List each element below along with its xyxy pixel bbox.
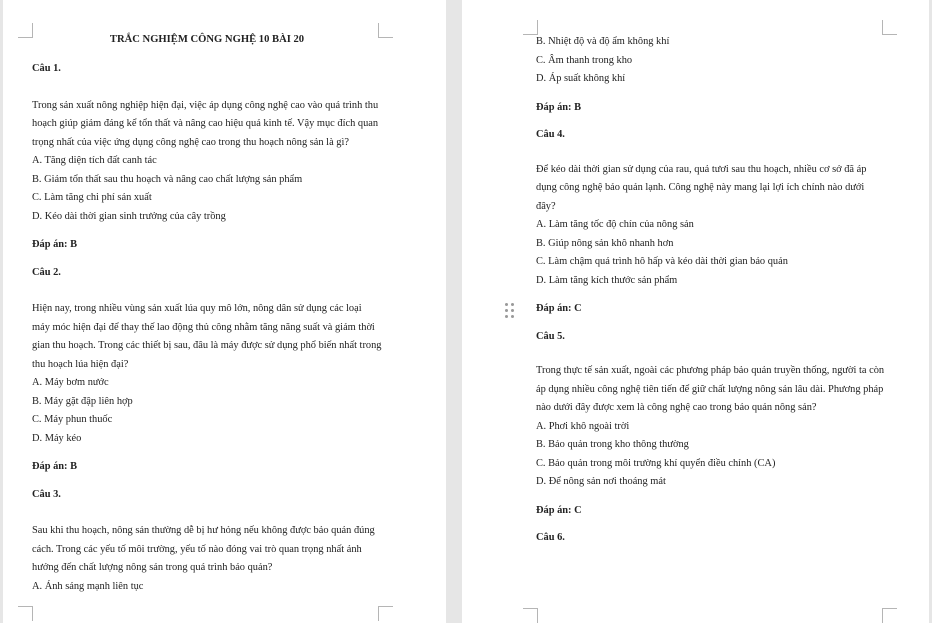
answer-key: Đáp án: C (536, 303, 582, 314)
margin-corner-mark (18, 23, 33, 38)
answer-option: C. Âm thanh trong kho (536, 54, 633, 66)
answer-option: C. Bảo quản trong môi trường khí quyển điều chỉnh (CA) (536, 457, 776, 469)
question-stem: Sau khi thu hoạch, nông sản thường dễ bị hư hỏng nếu không được bảo quản đúng cách. Trong các yếu tố môi trường, yếu tố nào đóng vai trò quan trọng nhất ảnh hưởng đến chất lượng nông sản trong quá trình bảo quản? (32, 525, 375, 573)
question-stem: Trong sản xuất nông nghiệp hiện đại, việc áp dụng công nghệ cao vào quá trình thu hoạch giúp giảm đáng kể tổn thất và nâng cao hiệu quả kinh tế. Vậy mục đích quan trọng nhất của việc ứng dụng công nghệ cao trong thu hoạch nông sản là gì? (32, 99, 379, 148)
answer-option: A. Tăng diện tích đất canh tác (32, 155, 157, 166)
answer-option: C. Làm tăng chi phí sản xuất (32, 192, 152, 203)
margin-corner-mark (378, 606, 393, 621)
answer-key: Đáp án: B (536, 101, 582, 113)
document-page-left (3, 0, 446, 623)
question-label: Câu 1. (32, 63, 61, 74)
margin-corner-mark (882, 608, 897, 623)
answer-option: B. Máy gặt đập liên hợp (32, 395, 133, 407)
question-stem: Để kéo dài thời gian sử dụng của rau, quả tươi sau thu hoạch, nhiều cơ sở đã áp dụng công nghệ bảo quản lạnh. Công nghệ này mang lại lợi ích chính nào dưới đây? (536, 163, 867, 212)
question-label: Câu 4. (536, 129, 565, 140)
question-label: Câu 5. (536, 330, 565, 342)
answer-option: A. Phơi khô ngoài trời (536, 420, 630, 432)
answer-option: B. Giúp nông sản khô nhanh hơn (536, 237, 674, 249)
question-label: Câu 3. (32, 488, 61, 500)
question-label: Câu 2. (32, 266, 61, 278)
margin-corner-mark (523, 608, 538, 623)
question-label: Câu 6. (536, 532, 565, 543)
answer-option: B. Giảm tổn thất sau thu hoạch và nâng cao chất lượng sản phẩm (32, 173, 303, 185)
answer-option: D. Máy kéo (32, 432, 82, 444)
question-stem: Trong thực tế sản xuất, ngoài các phương pháp bảo quản truyền thống, người ta còn áp dụng nhiều công nghệ tiên tiến để giữ chất lượng nông sản lâu dài. Phương pháp nào dưới đây được xem là công nghệ cao trong bảo quản nông sản? (536, 365, 885, 413)
answer-option: D. Làm tăng kích thước sản phẩm (536, 274, 678, 286)
document-title: TRẮC NGHIỆM CÔNG NGHỆ 10 BÀI 20 (109, 34, 305, 45)
answer-key: Đáp án: B (32, 239, 78, 250)
answer-option: C. Làm chậm quá trình hô hấp và kéo dài thời gian bảo quản (536, 256, 788, 267)
answer-option: A. Làm tăng tốc độ chín của nông sản (536, 219, 694, 230)
answer-option: C. Máy phun thuốc (32, 414, 113, 425)
answer-key: Đáp án: B (32, 461, 78, 472)
question-stem: Hiện nay, trong nhiều vùng sản xuất lúa quy mô lớn, nông dân sử dụng các loại máy móc hiện đại để thay thế lao động thủ công nhằm tăng năng suất và giảm thời gian thu hoạch. Trong các thiết bị sau, đâu là máy được sử dụng phổ biến nhất trong thu hoạch lúa hiện đại? (32, 303, 382, 370)
answer-option: D. Kéo dài thời gian sinh trưởng của cây trồng (32, 210, 226, 222)
margin-corner-mark (18, 606, 33, 621)
answer-option: B. Bảo quản trong kho thông thường (536, 439, 689, 450)
answer-key: Đáp án: C (536, 504, 582, 516)
answer-option: B. Nhiệt độ và độ ẩm không khí (536, 36, 670, 47)
answer-option: A. Máy bơm nước (32, 377, 109, 388)
page-content[interactable] (32, 32, 382, 596)
answer-option: D. Áp suất không khí (536, 73, 626, 84)
answer-option: A. Ánh sáng mạnh liên tục (32, 580, 144, 592)
answer-option: D. Để nông sản nơi thoáng mát (536, 476, 666, 487)
document-page-right (462, 0, 929, 623)
paragraph-drag-handle-icon[interactable] (505, 303, 515, 319)
page-content[interactable] (536, 33, 886, 557)
